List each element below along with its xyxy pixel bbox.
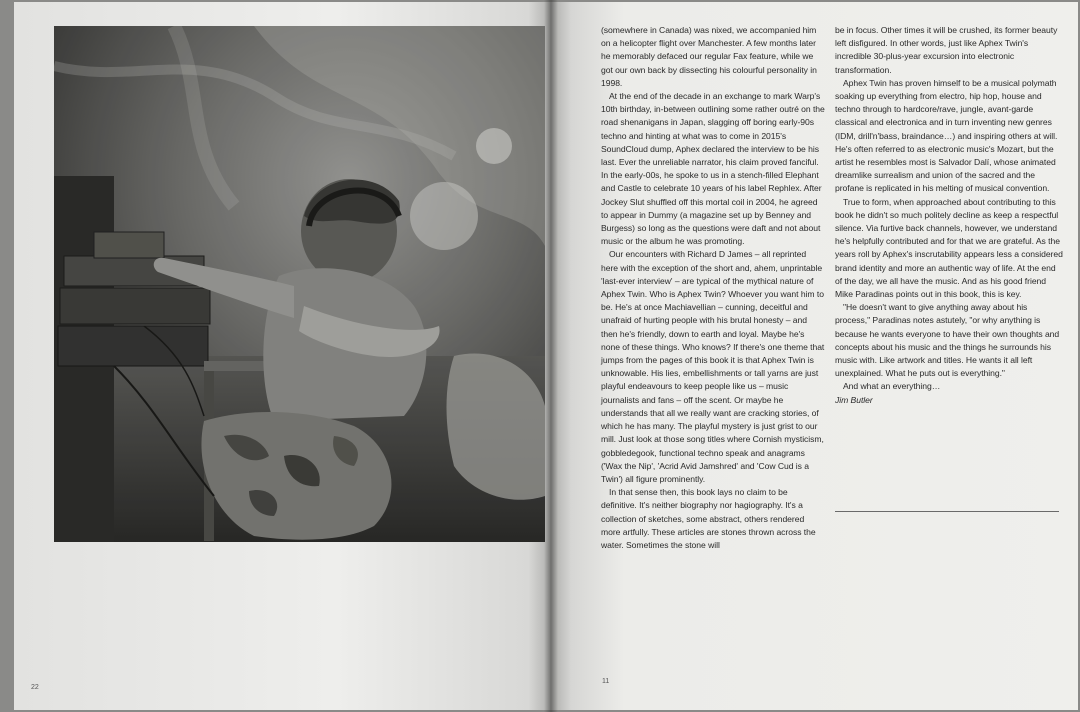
text-column-1 (601, 24, 825, 552)
paragraph: In that sense then, this book lays no claim to be definitive. It's neither biography nor hagiography. It's a collection of sketches, some abstract, others rendered more artfully. These articles are stones thrown across the water. Sometimes the stone will (601, 487, 816, 550)
paragraph: And what an everything… (843, 381, 941, 392)
divider-rule (835, 511, 1059, 512)
paragraph: At the end of the decade in an exchange to mark Warp's 10th birthday, in-between outlining some rather outré on the road shenanigans in Japan, slagging off boring early-90s techno and hinting at what was to come in 2015's SoundCloud dump, Aphex declared the interview to be his last. Ever the unreliable narrator, his claim proved fanciful. In the early-00s, he spoke to us in a stench-filled Elephant and Castle to celebrate 10 years of his label Rephlex. After Jockey Slut shuffled off this mortal coil in 2004, he agreed to appear in Dummy (a magazine set up by Benney and Burgess) so long as the questions were daft and not about music or the album he was promoting. (601, 91, 825, 247)
paragraph: True to form, when approached about contributing to this book he didn't so much politely decline as keep a respectful silence. Via furtive back channels, however, we understand he's helpfully contributed and for that we are grateful. As the years roll by Aphex's inscrutability appears less a considered brand identity and more an authentic way of life. At the end of the day, we all have the music. And as his good friend Mike Paradinas points out in this book, this is key. (835, 196, 1063, 300)
musician-photo (54, 26, 545, 542)
author-signature: Jim Butler (835, 394, 873, 405)
text-column-2 (835, 24, 1063, 407)
paragraph: Aphex Twin has proven himself to be a musical polymath soaking up everything from electro, hip hop, house and techno through to hardcore/rave, jungle, avant-garde classical and electronica and in turn inventing new genres (IDM, drill'n'bass, braindance…) and inspiring others at will. He's often referred to as electronic music's Mozart, but the artist he resembles most is Salvador Dalí, whose animated dreamlike surrealism and union of the sacred and the profane is replicated in his melting of musical convention. (835, 77, 1058, 194)
paragraph: Our encounters with Richard D James – all reprinted here with the exception of the short and, ahem, unprintable 'last-ever interview' – are typical of the mythical nature of Aphex Twin. Who is Aphex Twin? Whoever you want him to be. He's at once Machiavellian – cunning, deceitful and unafraid of hurting people with his brutal honesty – and then he's friendly, down to earth and loyal. Maybe he's none of these things. Who knows? If there's one theme that jumps from the pages of this book it is that Aphex Twin is unknowable. His lies, embellishments or tall yarns are just playful endeavours to keep people like us – music journalists and fans – off the scent. Or maybe he understands that all we really want are cracking stories, of which he has many. The playful mystery is just grist to our mill. Just look at those song titles where Cornish mysticism, gobbledegook, functional techno speak and anagrams ('Wax the Nip', 'Acrid Avid Jamshred' and 'Cow Cud is a Twin') all figure prominently. (601, 249, 825, 484)
page-number-right: 11 (602, 678, 610, 685)
paragraph: be in focus. Other times it will be crushed, its former beauty left disfigured. In other words, just like Aphex Twin's incredible 30-plus-year excursion into electronic transformation. (835, 25, 1058, 75)
paragraph: (somewhere in Canada) was nixed, we accompanied him on a helicopter flight over Manchester. A few months later he memorably defaced our regular Fax feature, while we got our own back by dissecting his colourful personality in 1998. (601, 25, 817, 88)
page-number-left: 22 (31, 684, 39, 691)
book-gutter (544, 0, 558, 712)
paragraph: "He doesn't want to give anything away about his process," Paradinas notes astutely, "or why anything is because he wants everyone to have their own thoughts and concepts about his music and the things he surrounds his music with. Like artwork and titles. He wants it all left unexplained. What he puts out is everything." (835, 302, 1060, 379)
